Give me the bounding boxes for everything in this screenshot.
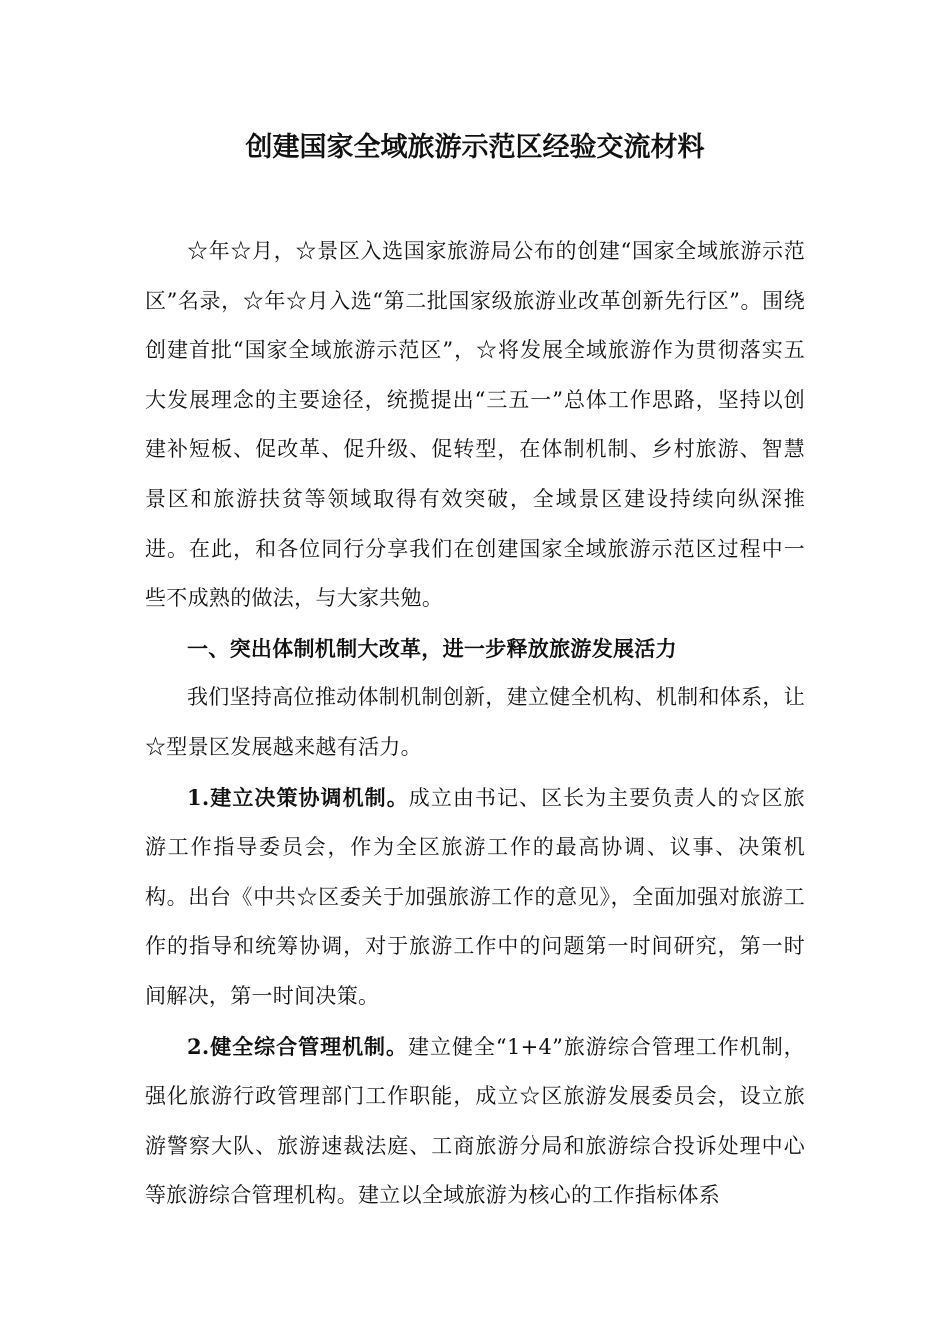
section-heading-1: 一、突出体制机制大改革，进一步释放旅游发展活力 [187,635,677,661]
item-1-text: 成立由书记、区长为主要负责人的☆区旅游工作指导委员会，作为全区旅游工作的最高协调、议事、决策机构。出台《中共☆区委关于加强旅游工作的意见》，全面加强对旅游工作的指导和统筹协调，对于旅游工作中的问题第一时间研究，第一时间解决，第一时间决策。 [145,785,805,1008]
item-1-lead: 1.建立决策协调机制。 [187,784,409,810]
intro-paragraph: ☆年☆月，☆景区入选国家旅游局公布的创建“国家全域旅游示范区”名录，☆年☆月入选“第二批国家级旅游业改革创新先行区”。围绕创建首批“国家全域旅游示范区”，☆将发展全域旅游作为贯彻落实五大发展理念的主要途径，统揽提出“三五一”总体工作思路，坚持以创建补短板、促改革、促升级、促转型，在体制机制、乡村旅游、智慧景区和旅游扶贫等领域取得有效突破，全域景区建设持续向纵深推进。在此，和各位同行分享我们在创建国家全域旅游示范区过程中一些不成熟的做法，与大家共勉。 [145,239,805,611]
document-body [145,227,805,1221]
item-2-lead: 2.健全综合管理机制。 [187,1033,409,1059]
item-2-paragraph [145,1022,805,1221]
section-1-intro-paragraph: 我们坚持高位推动体制机制创新，建立健全机构、机制和体系，让☆型景区发展越来越有活力。 [145,685,805,759]
item-1-paragraph [145,773,805,1022]
document-title: 创建国家全域旅游示范区经验交流材料 [245,132,705,163]
item-2-text: 建立健全“1+4”旅游综合管理工作机制，强化旅游行政管理部门工作职能，成立☆区旅游发展委员会，设立旅游警察大队、旅游速裁法庭、工商旅游分局和旅游综合投诉处理中心等旅游综合管理机构。建立以全域旅游为核心的工作指标体系 [145,1034,805,1208]
